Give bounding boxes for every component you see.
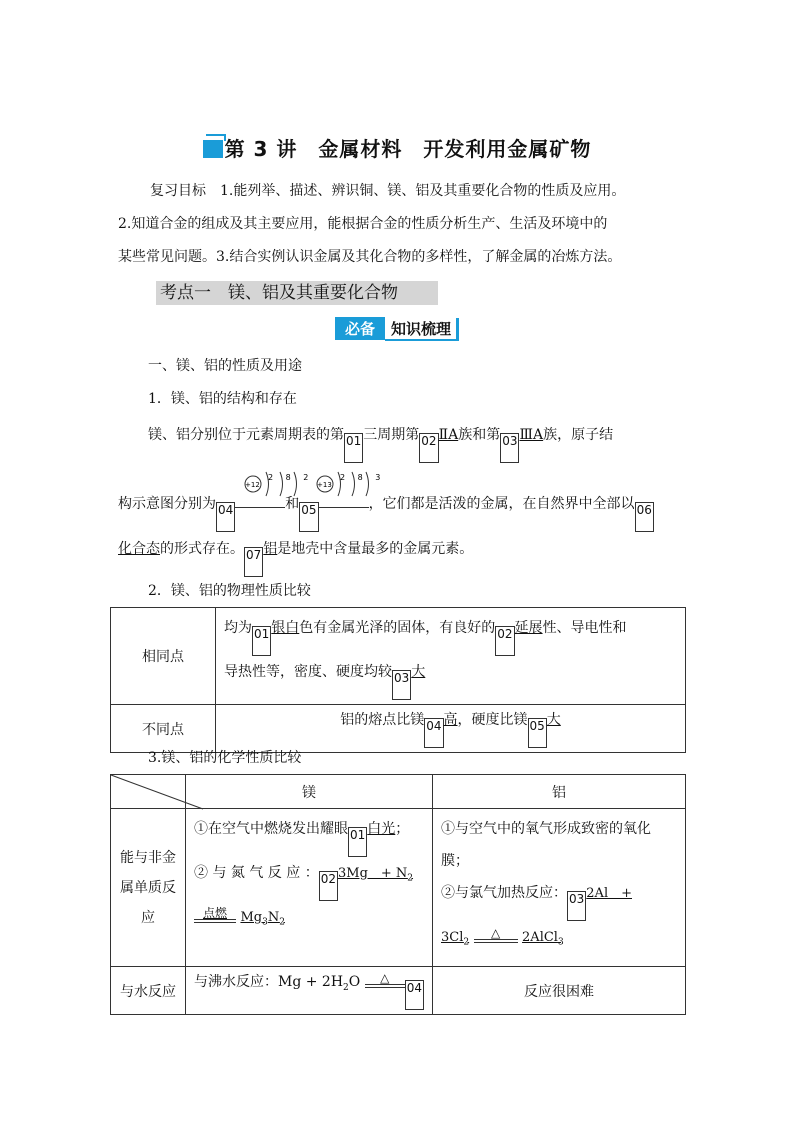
answer-box: 05	[299, 502, 318, 532]
answer-box: 03	[392, 670, 411, 700]
answer-box: 03	[500, 433, 519, 463]
review-label: 复习目标	[150, 183, 206, 199]
section-heading: 考点一 镁、铝及其重要化合物	[156, 281, 438, 305]
diff-label: 不同点	[111, 705, 216, 753]
structure-line-1: 镁、铝分别位于元素周期表的第 01 三周期第 02 ⅡA族和第 03 ⅢA族，原子结	[148, 424, 688, 463]
svg-text:2 8 2: 2 8 2	[268, 473, 314, 482]
mg-water-cell: 与沸水反应：$Mg + 2H_2O$ △04	[186, 967, 433, 1015]
book-icon	[203, 140, 223, 158]
svg-text:+13: +13	[317, 481, 332, 489]
row-water-label: 与水反应	[111, 967, 186, 1015]
answer-box: 04	[216, 502, 235, 532]
row-nonmetal-label: 能与非金属单质反应	[111, 809, 186, 967]
answer-box: 03	[567, 891, 586, 921]
heading-1-1: 1．镁、铝的结构和存在	[148, 391, 297, 407]
chemical-properties-table	[110, 774, 686, 1015]
al-nonmetal-cell: ①与空气中的氧气形成致密的氧化膜； ②与氯气加热反应： 03 2Al + $3Cl_2$ △ 2AlCl$_3$	[433, 809, 686, 967]
page-title: 第 3 讲 金属材料 开发利用金属矿物	[0, 133, 794, 162]
answer-box: 02	[419, 433, 438, 463]
structure-line-2: 构示意图分别为 04 和 05 ，它们都是活泼的金属，在自然界中全部以 06	[118, 493, 688, 532]
answer-box: 06	[635, 502, 654, 532]
answer-box: 01	[344, 433, 363, 463]
heading-1: 一、镁、铝的性质及用途	[148, 358, 302, 374]
same-cell: 均为 01 银白色有金属光泽的固体，有良好的 02 延展性、导电性和 导热性等，密度、硬度均较 03 大	[216, 608, 686, 705]
same-label: 相同点	[111, 608, 216, 705]
answer-box: 05	[528, 718, 547, 748]
review-objectives: 复习目标 1.能列举、描述、辨识铜、镁、铝及其重要化合物的性质及应用。 2.知道合金的组成及其主要应用，能根据合金的性质分析生产、生活及环境中的 某些常见问题。3.结合实例认识金属及其化合物的多样性，了解金属的冶炼方法。	[118, 183, 626, 265]
al-water-cell: 反应很困难	[433, 967, 686, 1015]
answer-box: 07	[244, 547, 263, 577]
diff-cell: 铝的熔点比镁 04 高，硬度比镁 05 大	[216, 705, 686, 753]
physical-properties-table	[110, 607, 686, 753]
col-mg-header: 镁	[186, 775, 433, 809]
knowledge-badge: 必备 知识梳理	[0, 317, 794, 341]
mg-atom-diagram	[245, 472, 313, 496]
answer-box: 01	[252, 626, 271, 656]
answer-box: 04	[424, 718, 443, 748]
heading-1-3: 3.镁、铝的化学性质比较	[148, 750, 302, 766]
svg-text:2 8 3: 2 8 3	[340, 473, 386, 482]
corner-cell	[111, 775, 186, 809]
answer-box: 02	[495, 626, 514, 656]
heading-1-2: 2．镁、铝的物理性质比较	[148, 583, 311, 599]
structure-line-3: 化合态的形式存在。 07 铝是地壳中含量最多的金属元素。	[118, 538, 688, 577]
al-atom-diagram	[317, 472, 385, 496]
answer-box: 01	[348, 827, 367, 857]
answer-box: 04	[405, 980, 424, 1010]
atom-diagrams	[240, 470, 386, 510]
answer-box: 02	[319, 871, 338, 901]
mg-nonmetal-cell: ①在空气中燃烧发出耀眼 01 白光； ② 与 氮 气 反 应 ： 02 3Mg + $N_2$ 点燃 $Mg_3N_2$	[186, 809, 433, 967]
svg-text:+12: +12	[245, 481, 260, 489]
col-al-header: 铝	[433, 775, 686, 809]
